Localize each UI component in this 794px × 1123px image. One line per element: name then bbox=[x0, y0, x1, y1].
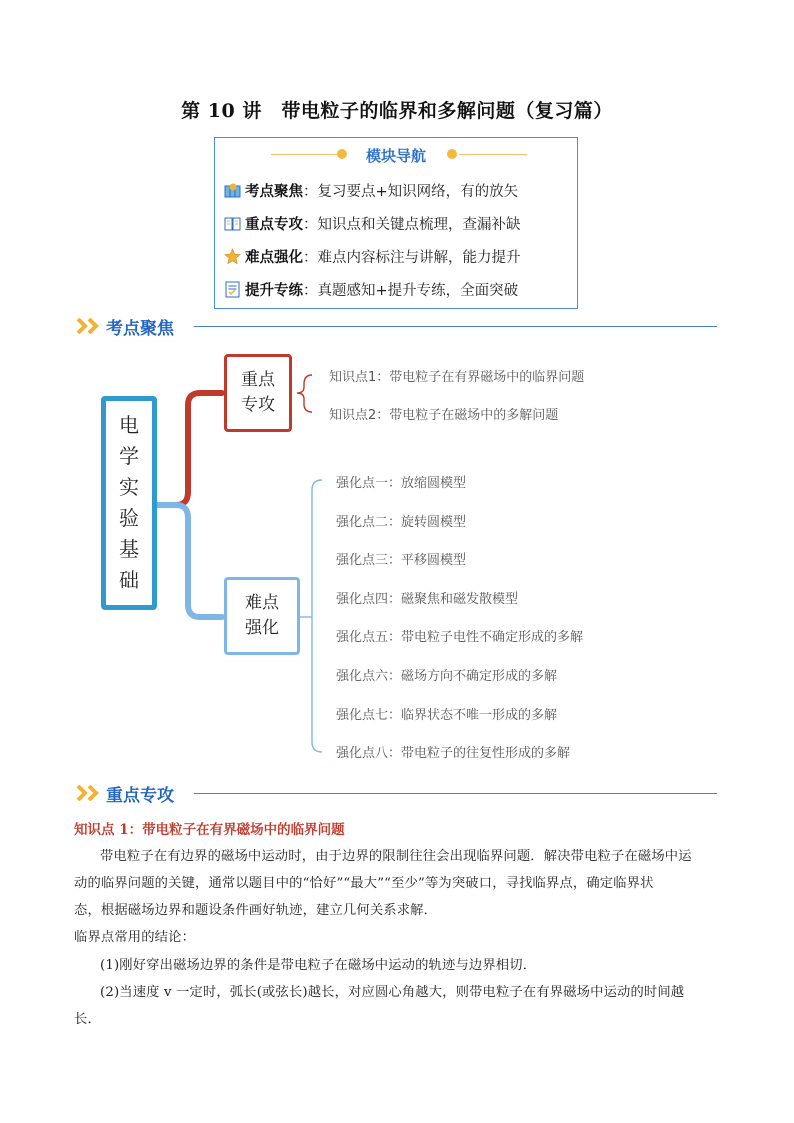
hard-item: 强化点七：临界状态不唯一形成的多解 bbox=[336, 708, 558, 723]
section-divider bbox=[194, 793, 717, 794]
module-nav-title: 模块导航 bbox=[365, 147, 426, 165]
nav-item-special: 重点专攻 ：知识点和关键点梳理，查漏补缺 bbox=[224, 212, 521, 234]
hard-item: 强化点二：旋转圆模型 bbox=[336, 515, 467, 530]
hard-item: 强化点三：平移圆模型 bbox=[336, 553, 467, 568]
paragraph-line: 态，根据磁场边界和题设条件画好轨迹，建立几何关系求解． bbox=[74, 903, 438, 918]
section-header-special: 重点专攻 bbox=[76, 781, 174, 805]
key-item: 知识点1：带电粒子在有界磁场中的临界问题 bbox=[329, 370, 585, 385]
conclusion-item: 长． bbox=[74, 1012, 101, 1027]
conclusion-heading: 临界点常用的结论： bbox=[74, 930, 196, 945]
hard-item: 强化点六：磁场方向不确定形成的多解 bbox=[336, 669, 558, 684]
conclusion-item: (2)当速度 v 一定时，弧长(或弦长)越长，对应圆心角越大，则带电粒子在有界磁场中运动的时间越 bbox=[100, 985, 685, 1000]
paragraph-line: 动的临界问题的关键，通常以题目中的“恰好”“最大”“至少”等为突破口，寻找临界点，确定临界状 bbox=[74, 876, 654, 891]
double-chevron-icon bbox=[76, 785, 102, 801]
key-item: 知识点2：带电粒子在磁场中的多解问题 bbox=[329, 408, 559, 423]
key-node: 重点 专攻 bbox=[224, 354, 292, 432]
nav-item-hard: 难点强化 ：难点内容标注与讲解，能力提升 bbox=[224, 245, 521, 267]
nav-item-practice: 提升专练 ：真题感知+提升专练，全面突破 bbox=[224, 278, 518, 300]
conclusion-item: (1)刚好穿出磁场边界的条件是带电粒子在磁场中运动的轨迹与边界相切． bbox=[100, 958, 537, 973]
hard-item: 强化点一：放缩圆模型 bbox=[336, 476, 467, 491]
hard-item: 强化点八：带电粒子的往复性形成的多解 bbox=[336, 746, 571, 761]
section-header-focus: 考点聚焦 bbox=[76, 314, 174, 338]
hard-item: 强化点四：磁聚焦和磁发散模型 bbox=[336, 592, 519, 607]
page-title: 第 10 讲 带电粒子的临界和多解问题（复习篇） bbox=[181, 100, 613, 122]
hard-item: 强化点五：带电粒子电性不确定形成的多解 bbox=[336, 630, 584, 645]
paragraph-line: 带电粒子在有边界的磁场中运动时，由于边界的限制往往会出现临界问题．解决带电粒子在磁场中运 bbox=[100, 849, 692, 864]
root-node: 电 学 实 验 基 础 bbox=[101, 396, 157, 610]
hard-node: 难点 强化 bbox=[224, 577, 300, 655]
nav-item-focus: 考点聚焦 ：复习要点+知识网络，有的放矢 bbox=[224, 179, 518, 201]
knowledge-point-title: 知识点 1：带电粒子在有界磁场中的临界问题 bbox=[74, 822, 345, 838]
